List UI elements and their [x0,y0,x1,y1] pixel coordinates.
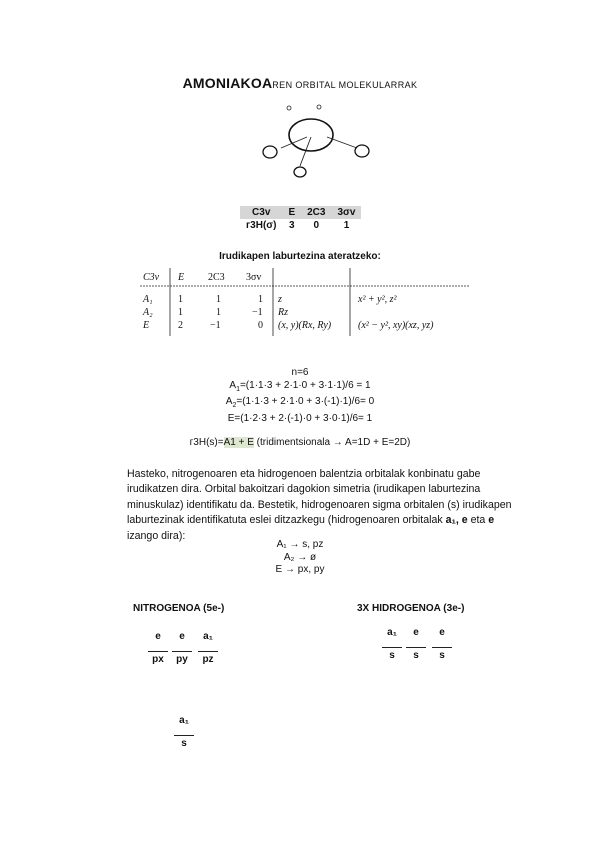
hydrogen-heading: 3X HIDROGENOA (3e-) [357,603,465,614]
linear-function: Rz [278,307,288,318]
title-rest: REN ORBITAL MOLEKULARRAK [272,80,418,90]
orbital-symmetry: a₁ [203,631,213,642]
reduction-result [0,437,600,450]
char-value: 1 [216,307,221,318]
orbital-name: pz [202,654,214,665]
header-c3: 2C3 [208,272,225,283]
bold-orbital-e: e [488,514,495,527]
assignment-e: E → px, py [275,564,325,575]
orbital-level [170,631,194,665]
orbital-symmetry: e [155,631,161,642]
reduction-prefix: г3H(s)= [189,437,224,448]
reducible-representation-table [240,206,361,232]
a2-equation: $A_2=(1\cdot 1\cdot 3 + 2\cdot 1\cdot 0 + 3\cdot(-1)\cdot 1)/6= 0$ [225,396,375,409]
orbital-level [196,631,220,665]
e-equation: E=(1·2·3 + 2·(-1)·0 + 3·0·1)/6= 1 [227,412,373,424]
reduction-highlight: A1 + E [223,437,254,448]
table-header-cell: 3σv [331,206,361,219]
header-sv: 3σv [246,272,262,283]
orbital-name: px [152,654,164,665]
orbital-level [172,715,196,749]
linear-function: (x, y)(Rx, Ry) [278,320,332,331]
table-row [240,219,361,232]
orbital-name: s [439,650,445,661]
orbital-name: s [181,738,187,749]
header-e: E [178,272,185,283]
char-value: 1 [178,294,183,305]
assignment-a1: A₁ → s, pz [276,539,324,550]
a1-equation: $A_1=(1\cdot 1\cdot 3 + 2\cdot 1\cdot 0 + 3\cdot 1\cdot 1)/6 = 1$ [229,379,371,393]
orbital-level [380,627,404,661]
orbital-name: s [413,650,419,661]
orbital-symmetry: a₁ [179,715,189,726]
explanation-paragraph: Hasteko, nitrogenoaren eta hidrogenoen balentzia orbitalak konbinatu gabe irudikatzen dira. Orbital bakoitzari dagokion simetria (irudikapen laburtezina minuskulaz) identifikatu da. Bestetik, hidrogenoaren sigma orbitalen (s) irudikapen laburtezinak identifikatuta eslei ditzazkegu (hidrogenoaren orbitalak a₁, e eta e izango dira): [127,468,512,542]
orbital-name: py [176,654,188,665]
irrep-label: E [143,320,150,331]
char-value: 1 [216,294,221,305]
character-table-heading: Irudikapen laburtezina ateratzeko: [219,251,381,262]
character-table-row [140,307,470,320]
character-table-header [140,272,470,285]
table-cell: 0 [313,220,320,231]
ammonia-molecule-drawing [255,104,375,184]
quadratic-function: (x² − y², xy)(xz, yz) [358,320,434,331]
char-value: 1 [258,294,263,305]
orbital-level [146,631,170,665]
orbital-name: s [389,650,395,661]
nitrogen-heading: NITROGENOA (5e-) [133,603,225,614]
reduction-formulas [0,367,600,425]
orbital-symmetry: e [439,627,445,638]
table-header-cell: E [282,206,301,219]
assignment-a2: A₂ → ø [283,551,317,563]
orbital-symmetry: e [179,631,185,642]
irrep-label: A₁ [143,294,153,305]
char-value: 2 [178,320,183,331]
orbital-level [430,627,454,661]
bold-orbitals: a₁, e [445,514,468,527]
quadratic-function: x² + y², z² [358,294,397,305]
table-header-cell: C3v [240,206,282,219]
orbital-level [404,627,428,661]
n-value: n=6 [291,367,309,378]
symmetry-assignments [0,539,600,577]
title-main: AMONIAKOA [182,75,273,91]
character-table-row [140,320,470,333]
page-title [0,75,600,93]
irrep-label: A₂ [143,307,153,318]
char-value: 1 [178,307,183,318]
orbital-symmetry: e [413,627,419,638]
table-cell: 3 [289,220,295,231]
group-label: C3v [143,272,160,283]
char-value: −1 [252,307,263,318]
table-cell: 1 [343,220,350,231]
table-header-row [240,206,361,219]
table-header-cell: 2C3 [301,206,331,219]
reduction-suffix: (tridimentsionala → A=1D + E=2D) [253,437,411,448]
char-value: 0 [258,320,263,331]
char-value: −1 [210,320,221,331]
character-table-row [140,294,470,307]
linear-function: z [278,294,282,305]
orbital-symmetry: a₁ [387,627,397,638]
table-cell: г3H(σ) [246,220,277,231]
